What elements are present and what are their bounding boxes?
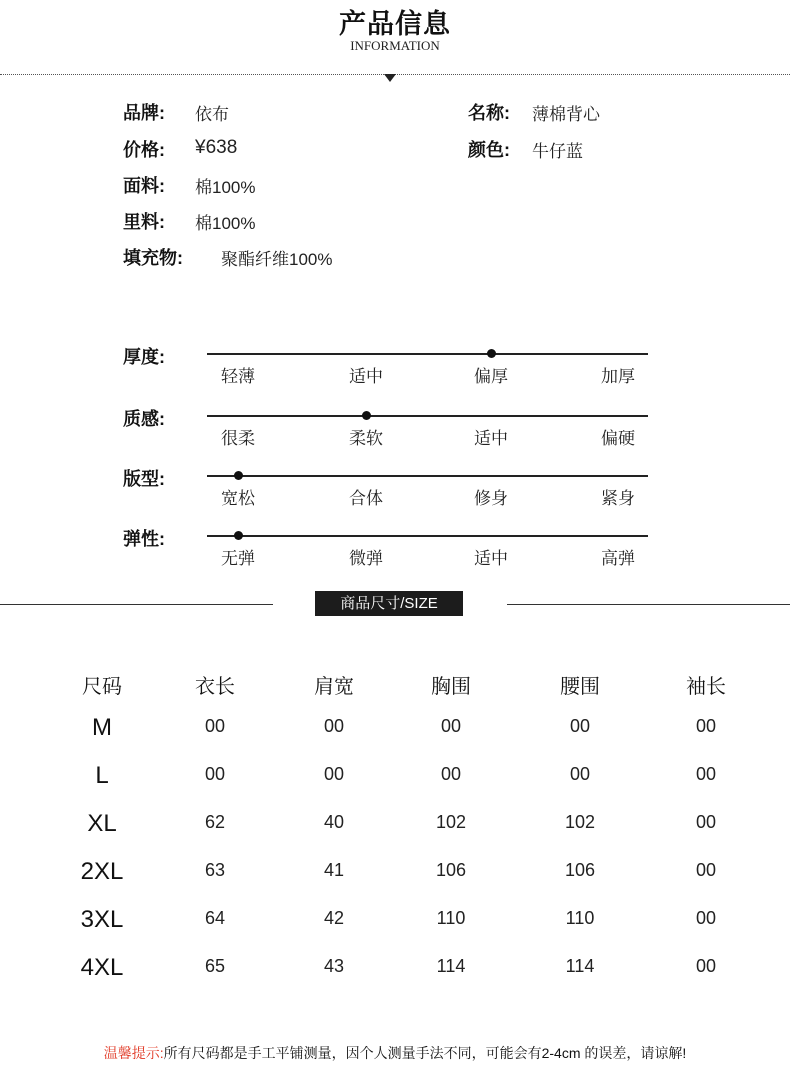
size-table-cell: 40 bbox=[323, 812, 345, 832]
scale-marker-dot bbox=[362, 411, 371, 420]
size-table-cell: 00 bbox=[695, 764, 717, 784]
size-table-cell: 00 bbox=[440, 716, 462, 736]
fabric-value: 棉100% bbox=[195, 178, 256, 197]
scale-line bbox=[207, 353, 648, 355]
scale-tick: 紧身 bbox=[601, 489, 635, 508]
size-table-size: XL bbox=[87, 810, 117, 837]
size-table-header: 尺码 bbox=[82, 676, 122, 698]
scale-tick: 加厚 bbox=[601, 367, 635, 386]
scale-tick: 偏硬 bbox=[601, 429, 635, 448]
size-table-cell: 00 bbox=[323, 716, 345, 736]
scale-tick: 很柔 bbox=[221, 429, 255, 448]
size-table-header: 腰围 bbox=[560, 676, 600, 698]
size-divider-left bbox=[0, 604, 273, 605]
brand-value: 依布 bbox=[195, 105, 229, 124]
size-table-header: 衣长 bbox=[195, 676, 235, 698]
size-table-size: L bbox=[95, 762, 109, 789]
fabric-label: 面料: bbox=[123, 176, 165, 196]
size-table-size: 3XL bbox=[80, 906, 124, 933]
size-table-cell: 106 bbox=[435, 860, 467, 880]
scale-tick: 修身 bbox=[474, 489, 508, 508]
scale-tick: 高弹 bbox=[601, 549, 635, 568]
size-table-cell: 114 bbox=[565, 956, 595, 976]
scale-tick: 偏厚 bbox=[474, 367, 508, 386]
size-table-cell: 00 bbox=[323, 764, 345, 784]
scale-tick: 适中 bbox=[474, 429, 508, 448]
scale-label: 版型: bbox=[123, 469, 165, 489]
scale-label: 厚度: bbox=[123, 347, 165, 367]
size-table-cell: 102 bbox=[564, 812, 596, 832]
arrow-down-icon bbox=[384, 74, 396, 82]
scale-marker-dot bbox=[234, 471, 243, 480]
lining-label: 里料: bbox=[123, 212, 165, 232]
filling-value: 聚酯纤维100% bbox=[221, 250, 333, 269]
note-prefix: 温馨提示: bbox=[103, 1045, 164, 1061]
color-label: 颜色: bbox=[468, 140, 510, 160]
size-table-cell: 00 bbox=[569, 764, 591, 784]
price-label: 价格: bbox=[123, 140, 165, 160]
size-table-cell: 00 bbox=[204, 716, 226, 736]
size-table-cell: 41 bbox=[323, 860, 345, 880]
size-divider-right bbox=[507, 604, 790, 605]
size-table-cell: 102 bbox=[435, 812, 467, 832]
size-table-cell: 110 bbox=[436, 908, 466, 928]
size-table-cell: 114 bbox=[436, 956, 466, 976]
size-note bbox=[0, 1043, 790, 1063]
color-value: 牛仔蓝 bbox=[532, 142, 583, 161]
note-text: 所有尺码都是手工平铺测量，因个人测量手法不同，可能会有2-4cm 的误差，请谅解! bbox=[163, 1045, 687, 1061]
size-table-cell: 62 bbox=[204, 812, 226, 832]
name-value: 薄棉背心 bbox=[532, 105, 600, 124]
scale-label: 弹性: bbox=[123, 529, 165, 549]
name-label: 名称: bbox=[468, 103, 510, 123]
size-table-cell: 110 bbox=[565, 908, 595, 928]
size-table-cell: 00 bbox=[569, 716, 591, 736]
size-table-cell: 00 bbox=[695, 716, 717, 736]
size-table-cell: 00 bbox=[695, 812, 717, 832]
size-table-cell: 64 bbox=[204, 908, 226, 928]
size-table-size: M bbox=[92, 714, 112, 741]
size-table-size: 2XL bbox=[80, 858, 124, 885]
size-table-cell: 00 bbox=[695, 860, 717, 880]
size-table-cell: 00 bbox=[440, 764, 462, 784]
scale-marker-dot bbox=[487, 349, 496, 358]
filling-label: 填充物: bbox=[123, 248, 183, 268]
size-banner: 商品尺寸/SIZE bbox=[315, 591, 463, 616]
size-table-cell: 43 bbox=[323, 956, 345, 976]
size-table-cell: 65 bbox=[204, 956, 226, 976]
size-table-cell: 63 bbox=[204, 860, 226, 880]
scale-line bbox=[207, 535, 648, 537]
scale-tick: 适中 bbox=[474, 549, 508, 568]
size-table-cell: 106 bbox=[564, 860, 596, 880]
size-table-header: 胸围 bbox=[431, 676, 471, 698]
scale-tick: 微弹 bbox=[349, 549, 383, 568]
scale-line bbox=[207, 475, 648, 477]
scale-label: 质感: bbox=[123, 409, 165, 429]
scale-tick: 适中 bbox=[349, 367, 383, 386]
size-table-cell: 00 bbox=[695, 956, 717, 976]
size-table-cell: 00 bbox=[695, 908, 717, 928]
scale-tick: 轻薄 bbox=[221, 367, 255, 386]
scale-tick: 无弹 bbox=[221, 549, 255, 568]
page-title: 产品信息 bbox=[339, 9, 451, 39]
size-table-cell: 00 bbox=[204, 764, 226, 784]
size-table-header: 肩宽 bbox=[314, 676, 354, 698]
scale-line bbox=[207, 415, 648, 417]
scale-tick: 柔软 bbox=[349, 429, 383, 448]
lining-value: 棉100% bbox=[195, 214, 256, 233]
brand-label: 品牌: bbox=[123, 103, 165, 123]
price-value: ¥638 bbox=[195, 137, 238, 158]
scale-tick: 合体 bbox=[349, 489, 383, 508]
size-table-size: 4XL bbox=[80, 954, 124, 981]
size-table-cell: 42 bbox=[323, 908, 345, 928]
page-subtitle: INFORMATION bbox=[350, 38, 440, 53]
scale-marker-dot bbox=[234, 531, 243, 540]
scale-tick: 宽松 bbox=[221, 489, 255, 508]
size-table-header: 袖长 bbox=[686, 676, 726, 698]
